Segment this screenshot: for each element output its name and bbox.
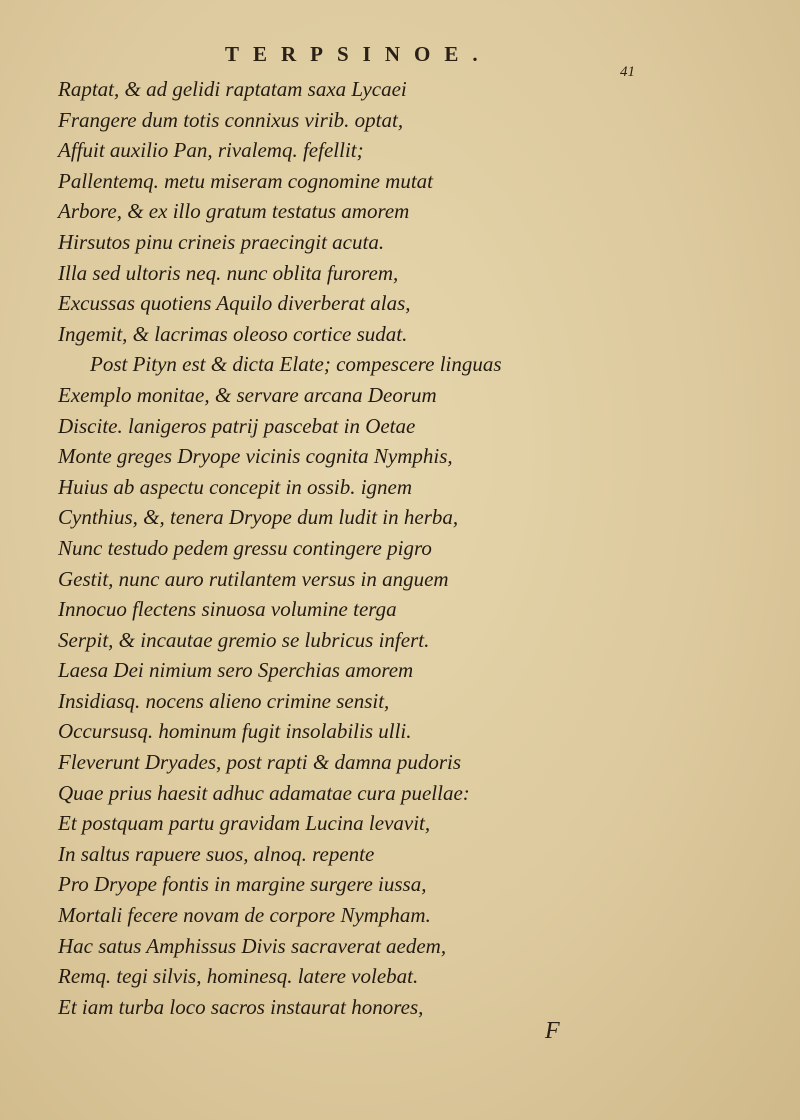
verse-line: Laesa Dei nimium sero Sperchias amorem [58, 658, 414, 683]
verse-line: Excussas quotiens Aquilo diverberat alas, [58, 291, 411, 316]
verse-line: Occursusq. hominum fugit insolabilis ulli. [58, 719, 412, 744]
page-number: 41 [620, 64, 635, 80]
verse-line: Insidiasq. nocens alieno crimine sensit, [58, 688, 390, 713]
verse-line: Monte greges Dryope vicinis cognita Nymphis, [58, 444, 453, 469]
verse-line: Mortali fecere novam de corpore Nympham. [58, 903, 431, 928]
verse-line: Post Pityn est & dicta Elate; compescere linguas [90, 352, 502, 377]
verse-line: Hac satus Amphissus Divis sacraverat aedem, [58, 933, 447, 958]
verse-line: Affuit auxilio Pan, rivalemq. fefellit; [58, 138, 364, 163]
verse-line: Cynthius, &, tenera Dryope dum ludit in herba, [58, 505, 459, 530]
verse-line: Frangere dum totis connixus virib. optat, [58, 107, 404, 132]
verse-line: Illa sed ultoris neq. nunc oblita furorem, [58, 260, 399, 285]
verse-line: Huius ab aspectu concepit in ossib. ignem [58, 474, 413, 499]
verse-line: Pro Dryope fontis in margine surgere iussa, [58, 872, 427, 897]
signature-mark: F [545, 1018, 560, 1044]
verse-line: Gestit, nunc auro rutilantem versus in anguem [58, 566, 449, 591]
verse-line: Raptat, & ad gelidi raptatam saxa Lycaei [58, 77, 407, 101]
verse-line: Serpit, & incautae gremio se lubricus infert. [58, 627, 430, 652]
verse-line: Quae prius haesit adhuc adamatae cura puellae: [58, 780, 470, 805]
verse-line: Nunc testudo pedem gressu contingere pigro [58, 535, 432, 560]
verse-line: Et postquam partu gravidam Lucina levavit, [58, 811, 431, 836]
verse-line: Discite. lanigeros patrij pascebat in Oetae [58, 413, 416, 438]
poem-text [58, 74, 502, 1022]
verse-line: Innocuo flectens sinuosa volumine terga [58, 597, 397, 622]
verse-line: Remq. tegi silvis, hominesq. latere volebat. [58, 964, 419, 989]
verse-line: Et iam turba loco sacros instaurat honores, [58, 994, 424, 1019]
verse-line: In saltus rapuere suos, alnoq. repente [58, 841, 375, 866]
verse-line: Hirsutos pinu crineis praecingit acuta. [58, 229, 385, 254]
verse-line: Exemplo monitae, & servare arcana Deorum [58, 382, 437, 407]
verse-line: Ingemit, & lacrimas oleoso cortice sudat. [58, 321, 408, 346]
running-head: TERPSINOE. [225, 42, 492, 66]
verse-line: Arbore, & ex illo gratum testatus amorem [58, 199, 410, 224]
verse-line: Fleverunt Dryades, post rapti & damna pudoris [58, 750, 462, 775]
verse-line: Pallentemq. metu miseram cognomine mutat [58, 168, 434, 193]
